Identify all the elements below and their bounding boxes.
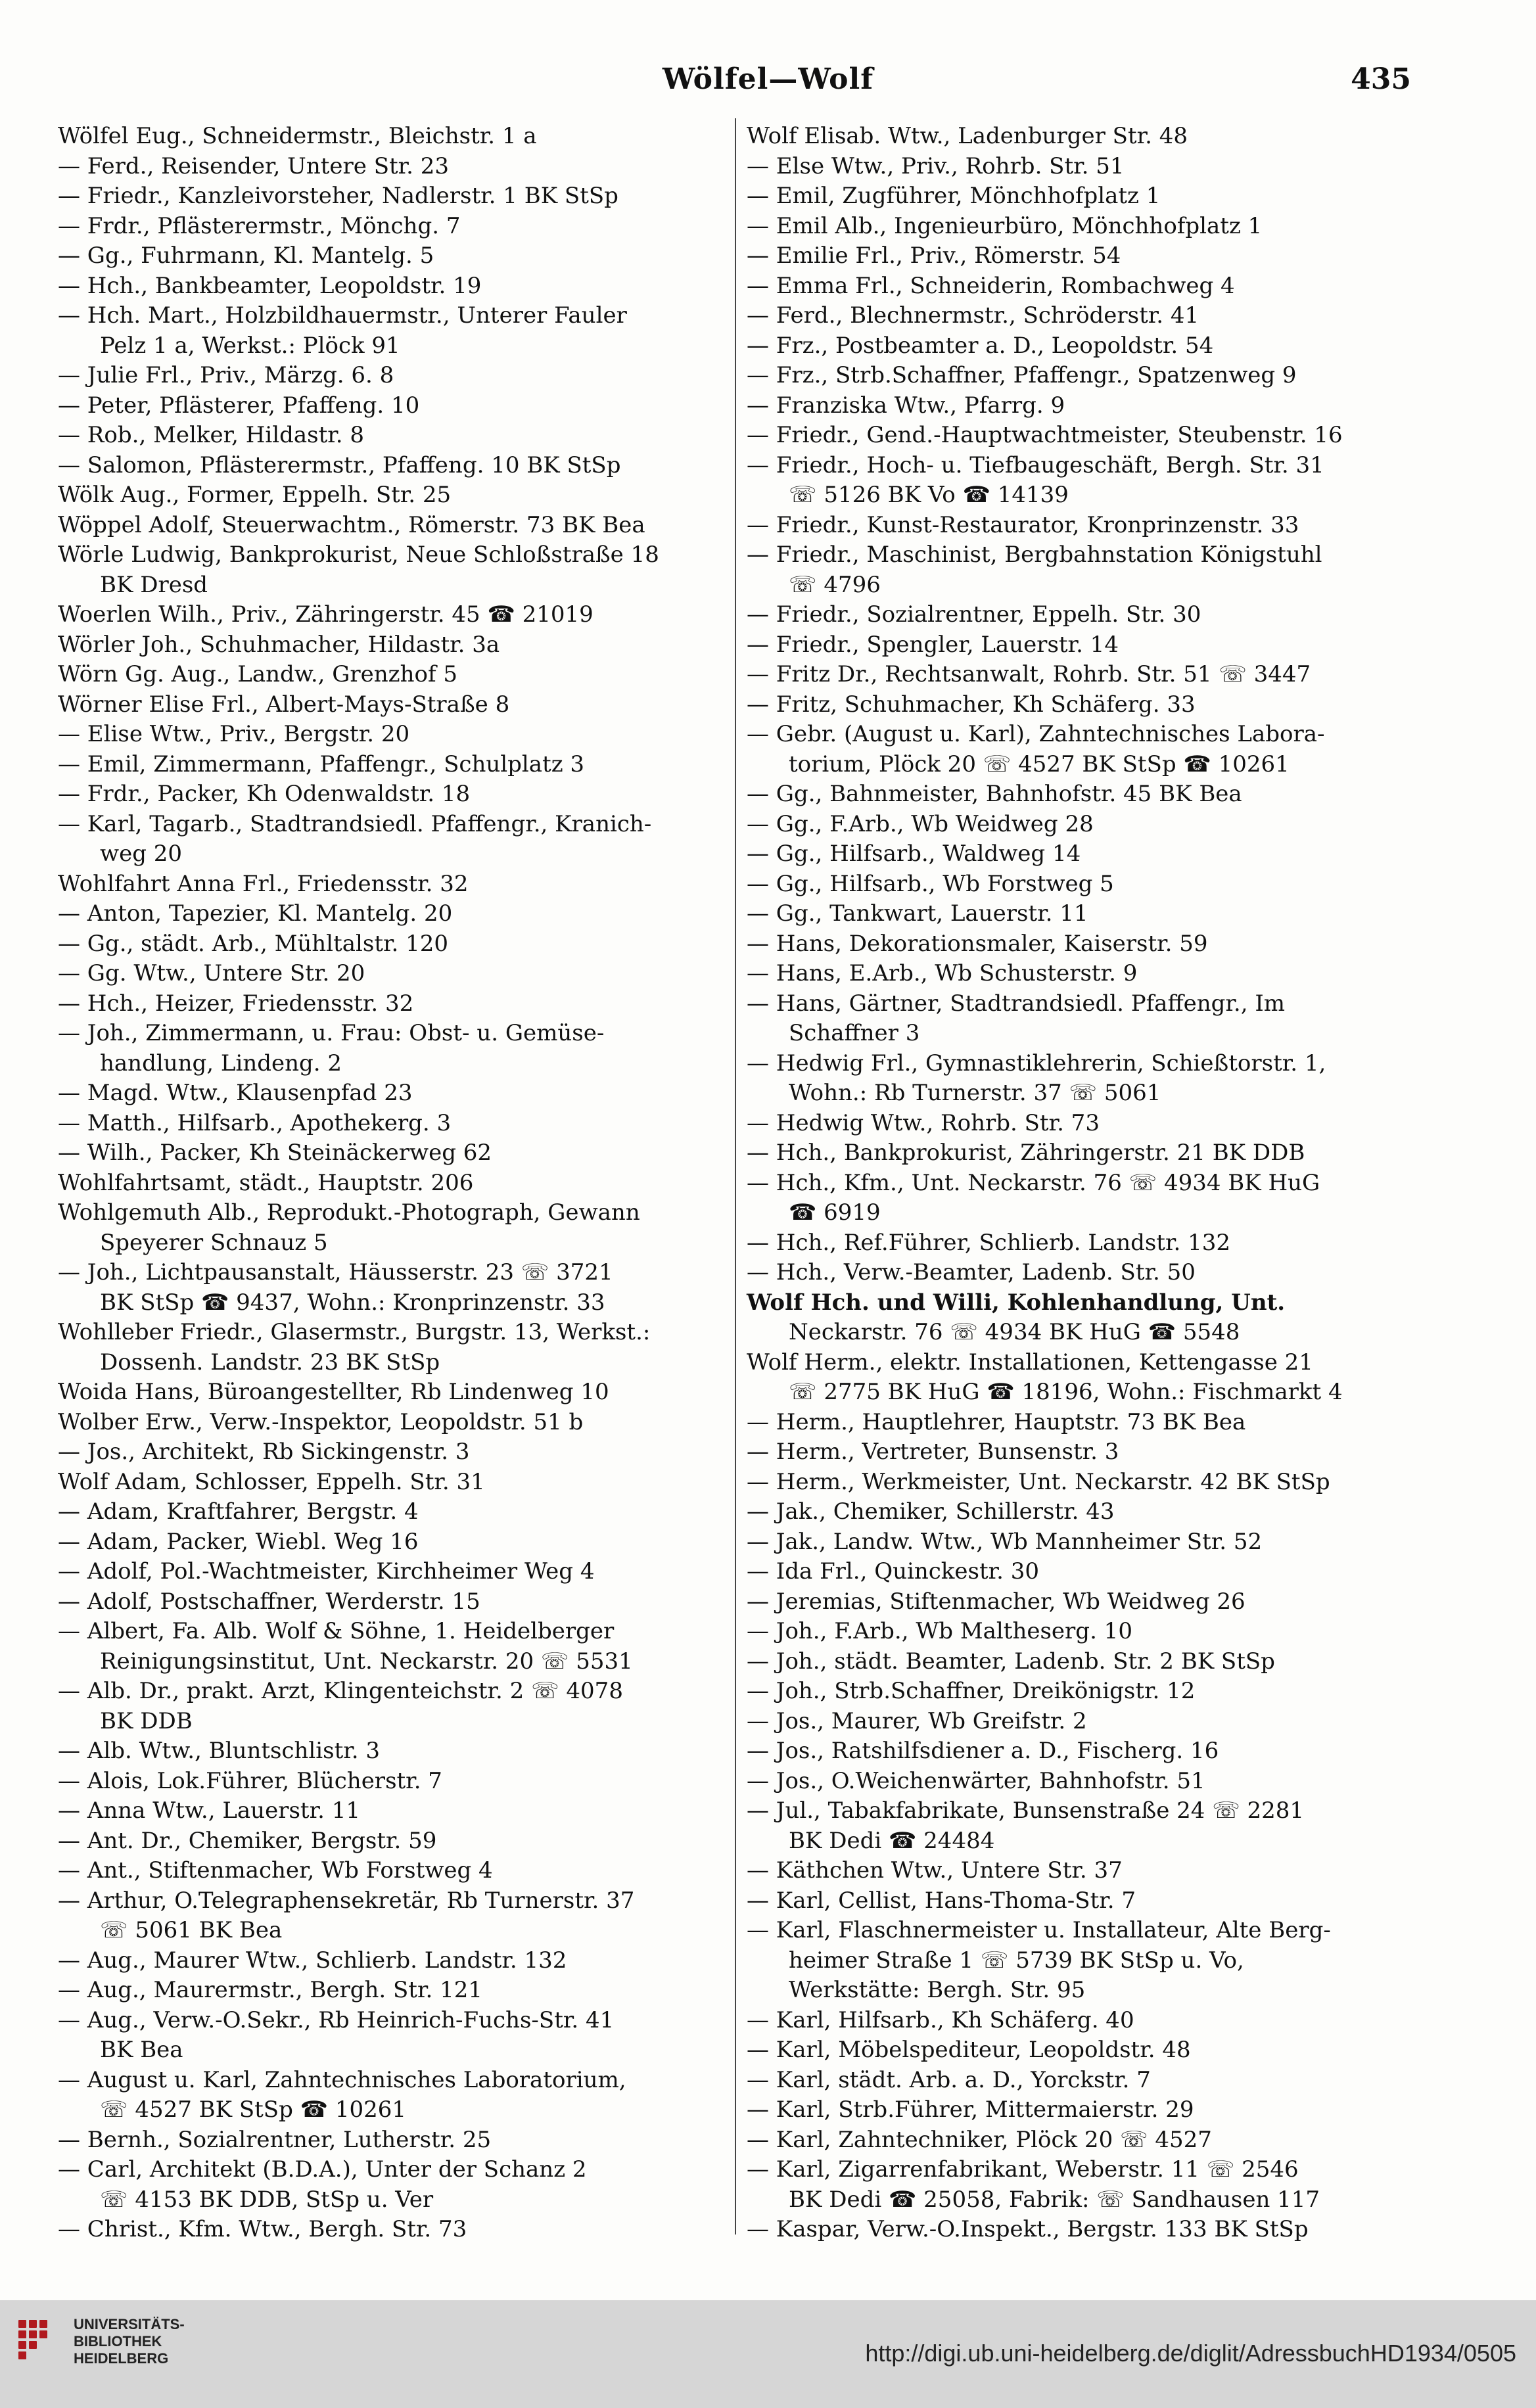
directory-entry-line: Neckarstr. 76 ☏ 4934 BK HuG ☎ 5548 [789, 1319, 1240, 1345]
directory-entry-line: — Karl, städt. Arb. a. D., Yorckstr. 7 [747, 2066, 1151, 2093]
directory-entry-line: Wohlleber Friedr., Glasermstr., Burgstr. 13, Werkst.: [58, 1319, 651, 1345]
directory-entry-line: — Gg., städt. Arb., Mühltalstr. 120 [58, 930, 449, 957]
library-name: UNIVERSITÄTS- BIBLIOTHEK HEIDELBERG [74, 2316, 185, 2367]
directory-entry-line: — Alb. Wtw., Bluntschlistr. 3 [58, 1738, 381, 1764]
directory-entry-line: — Karl, Hilfsarb., Kh Schäferg. 40 [747, 2006, 1134, 2033]
directory-entry-line: — Frz., Postbeamter a. D., Leopoldstr. 54 [747, 332, 1214, 359]
directory-entry-line: — Friedr., Spengler, Lauerstr. 14 [747, 631, 1119, 658]
directory-entry-line: — Franziska Wtw., Pfarrg. 9 [747, 392, 1065, 419]
directory-entry-line: Wohlfahrtsamt, städt., Hauptstr. 206 [58, 1169, 474, 1196]
directory-entry-line: Reinigungsinstitut, Unt. Neckarstr. 20 ☏ 5531 [100, 1648, 633, 1675]
directory-entry-line: Speyerer Schnauz 5 [100, 1229, 328, 1256]
directory-entry-line: — Arthur, O.Telegraphensekretär, Rb Turnerstr. 37 [58, 1887, 635, 1914]
directory-entry-line: — Fritz, Schuhmacher, Kh Schäferg. 33 [747, 691, 1196, 718]
directory-entry-line: — Fritz Dr., Rechtsanwalt, Rohrb. Str. 51 ☏ 3447 [747, 661, 1311, 687]
directory-entry-line: Wörle Ludwig, Bankprokurist, Neue Schloßstraße 18 [58, 542, 659, 568]
directory-entry-line: — Ferd., Reisender, Untere Str. 23 [58, 152, 450, 179]
directory-entry-line: — Hans, Gärtner, Stadtrandsiedl. Pfaffengr., Im [747, 990, 1286, 1017]
directory-entry-line: — Karl, Zigarrenfabrikant, Weberstr. 11 ☏ 2546 [747, 2156, 1299, 2183]
directory-entry-line: Pelz 1 a, Werkst.: Plöck 91 [100, 332, 400, 359]
directory-entry-line: — Peter, Pflästerer, Pfaffeng. 10 [58, 392, 420, 419]
directory-entry-line: — Hch., Bankbeamter, Leopoldstr. 19 [58, 272, 482, 299]
directory-entry-line: — Hch., Verw.-Beamter, Ladenb. Str. 50 [747, 1259, 1196, 1285]
directory-entry-line: Wohlgemuth Alb., Reprodukt.-Photograph, Gewann [58, 1199, 640, 1226]
directory-entry-line: BK StSp ☎ 9437, Wohn.: Kronprinzenstr. 33 [100, 1289, 605, 1316]
directory-entry-line: — Jak., Landw. Wtw., Wb Mannheimer Str. 52 [747, 1528, 1263, 1555]
directory-entry-line: — Gg. Wtw., Untere Str. 20 [58, 960, 365, 986]
directory-entry-line: torium, Plöck 20 ☏ 4527 BK StSp ☎ 10261 [789, 751, 1290, 777]
directory-entry-line: — Friedr., Sozialrentner, Eppelh. Str. 30 [747, 601, 1201, 628]
directory-entry-line: — Käthchen Wtw., Untere Str. 37 [747, 1857, 1123, 1884]
directory-entry-line: ☏ 2775 BK HuG ☎ 18196, Wohn.: Fischmarkt 4 [789, 1379, 1343, 1405]
directory-entry-line: — Emma Frl., Schneiderin, Rombachweg 4 [747, 272, 1235, 299]
directory-entry-line: — Aug., Maurer Wtw., Schlierb. Landstr. 132 [58, 1947, 567, 1974]
directory-entry-line: Dossenh. Landstr. 23 BK StSp [100, 1349, 440, 1376]
directory-entry-line: — Adam, Packer, Wiebl. Weg 16 [58, 1528, 419, 1555]
directory-entry-line: — Hch., Heizer, Friedensstr. 32 [58, 990, 414, 1017]
directory-entry-line: — Jak., Chemiker, Schillerstr. 43 [747, 1498, 1115, 1525]
directory-entry-line: — Karl, Tagarb., Stadtrandsiedl. Pfaffengr., Kranich- [58, 810, 652, 837]
directory-entry-line: — Alois, Lok.Führer, Blücherstr. 7 [58, 1767, 442, 1794]
directory-entry-line: Wölk Aug., Former, Eppelh. Str. 25 [58, 482, 452, 508]
directory-entry-line: — Adolf, Pol.-Wachtmeister, Kirchheimer Weg 4 [58, 1558, 595, 1585]
directory-entry-line: — Hedwig Wtw., Rohrb. Str. 73 [747, 1109, 1100, 1136]
directory-entry-line: — Aug., Maurermstr., Bergh. Str. 121 [58, 1977, 482, 2003]
directory-entry-line: Wöppel Adolf, Steuerwachtm., Römerstr. 73 BK Bea [58, 511, 645, 538]
directory-entry-line: — Jul., Tabakfabrikate, Bunsenstraße 24 ☏ 2281 [747, 1797, 1305, 1824]
directory-entry-line: ☏ 4796 [789, 571, 881, 598]
directory-entry-line: — Emilie Frl., Priv., Römerstr. 54 [747, 243, 1121, 269]
directory-entry-line: — Adam, Kraftfahrer, Bergstr. 4 [58, 1498, 419, 1525]
directory-entry-line: — Karl, Flaschnermeister u. Installateur, Alte Berg- [747, 1917, 1331, 1943]
directory-entry-line: — Gg., Tankwart, Lauerstr. 11 [747, 900, 1088, 927]
directory-entry-line: Woida Hans, Büroangestellter, Rb Lindenweg 10 [58, 1379, 609, 1405]
directory-entry-line: — Ferd., Blechnermstr., Schröderstr. 41 [747, 302, 1199, 329]
directory-entry-line: — Karl, Zahntechniker, Plöck 20 ☏ 4527 [747, 2126, 1212, 2153]
directory-entry-line: — Joh., Zimmermann, u. Frau: Obst- u. Gemüse- [58, 1020, 605, 1046]
page-number: 435 [1351, 62, 1411, 96]
directory-entry-line: — Friedr., Kanzleivorsteher, Nadlerstr. 1 BK StSp [58, 183, 618, 209]
directory-entry-line: — Gebr. (August u. Karl), Zahntechnisches Labora- [747, 721, 1325, 747]
directory-entry-line: — Magd. Wtw., Klausenpfad 23 [58, 1080, 413, 1106]
directory-entry-line: — Friedr., Gend.-Hauptwachtmeister, Steubenstr. 16 [747, 422, 1343, 448]
directory-entry-line: — Bernh., Sozialrentner, Lutherstr. 25 [58, 2126, 492, 2153]
directory-entry-line: — Hans, E.Arb., Wb Schusterstr. 9 [747, 960, 1138, 986]
directory-entry-line: ☏ 5126 BK Vo ☎ 14139 [789, 482, 1069, 508]
directory-entry-line: — Jos., Maurer, Wb Greifstr. 2 [747, 1707, 1087, 1734]
directory-entry-line: — Hch., Ref.Führer, Schlierb. Landstr. 132 [747, 1229, 1230, 1256]
directory-entry-line: — Friedr., Hoch- u. Tiefbaugeschäft, Bergh. Str. 31 [747, 452, 1324, 478]
directory-entry-line: — Friedr., Kunst-Restaurator, Kronprinzenstr. 33 [747, 511, 1299, 538]
directory-entry-line: — Hans, Dekorationsmaler, Kaiserstr. 59 [747, 930, 1208, 957]
directory-entry-line: handlung, Lindeng. 2 [100, 1050, 342, 1077]
directory-entry-line: Wolf Herm., elektr. Installationen, Kettengasse 21 [747, 1349, 1313, 1376]
directory-entry-line: Wohlfahrt Anna Frl., Friedensstr. 32 [58, 870, 469, 897]
source-url-link[interactable]: http://digi.ub.uni-heidelberg.de/diglit/AdressbuchHD1934/0505 [865, 2340, 1516, 2367]
directory-entry-line: — Hch., Kfm., Unt. Neckarstr. 76 ☏ 4934 BK HuG [747, 1169, 1320, 1196]
directory-entry-line: — Karl, Cellist, Hans-Thoma-Str. 7 [747, 1887, 1136, 1914]
directory-entry-line: Wölfel Eug., Schneidermstr., Bleichstr. 1 a [58, 123, 537, 149]
directory-entry-line: Werkstätte: Bergh. Str. 95 [789, 1977, 1086, 2003]
directory-entry-line: — Karl, Strb.Führer, Mittermaierstr. 29 [747, 2096, 1194, 2123]
directory-entry-line: Wolf Adam, Schlosser, Eppelh. Str. 31 [58, 1468, 485, 1495]
right-column [747, 122, 1430, 2245]
directory-entry-line: Wörn Gg. Aug., Landw., Grenzhof 5 [58, 661, 457, 687]
directory-entry-line: — Aug., Verw.-O.Sekr., Rb Heinrich-Fuchs-Str. 41 [58, 2006, 615, 2033]
directory-entry-line: — Emil, Zimmermann, Pfaffengr., Schulplatz 3 [58, 751, 585, 777]
directory-entry-line: weg 20 [100, 841, 183, 867]
directory-entry-line: — Matth., Hilfsarb., Apothekerg. 3 [58, 1109, 452, 1136]
directory-entry-line: — Else Wtw., Priv., Rohrb. Str. 51 [747, 152, 1125, 179]
directory-entry-line: — Anton, Tapezier, Kl. Mantelg. 20 [58, 900, 453, 927]
column-divider [735, 118, 736, 2234]
directory-entry-line: — Gg., Hilfsarb., Wb Forstweg 5 [747, 870, 1114, 897]
directory-entry-line: — Frdr., Packer, Kh Odenwaldstr. 18 [58, 781, 471, 807]
directory-entry-line: — Hch., Bankprokurist, Zähringerstr. 21 BK DDB [747, 1140, 1305, 1166]
directory-entry-line: — Friedr., Maschinist, Bergbahnstation Königstuhl [747, 542, 1322, 568]
directory-entry-line: Wörner Elise Frl., Albert-Mays-Straße 8 [58, 691, 510, 718]
directory-entry-line: — Gg., Fuhrmann, Kl. Mantelg. 5 [58, 243, 434, 269]
directory-entry-line: Wolber Erw., Verw.-Inspektor, Leopoldstr. 51 b [58, 1408, 584, 1435]
directory-entry-line: Schaffner 3 [789, 1020, 920, 1046]
directory-entry-line: — Jos., Ratshilfsdiener a. D., Fischerg. 16 [747, 1738, 1219, 1764]
directory-entry-line: Wolf Elisab. Wtw., Ladenburger Str. 48 [747, 123, 1188, 149]
directory-entry-line: — Wilh., Packer, Kh Steinäckerweg 62 [58, 1140, 492, 1166]
directory-entry-line: ☎ 6919 [789, 1199, 881, 1226]
directory-entry-line: — Carl, Architekt (B.D.A.), Unter der Schanz 2 [58, 2156, 587, 2183]
directory-entry-line: — Herm., Werkmeister, Unt. Neckarstr. 42 BK StSp [747, 1468, 1330, 1495]
directory-entry-line: Wohn.: Rb Turnerstr. 37 ☏ 5061 [789, 1080, 1161, 1106]
directory-entry-line: BK Dedi ☎ 24484 [789, 1827, 995, 1854]
directory-entry-line: — Emil Alb., Ingenieurbüro, Mönchhofplatz 1 [747, 212, 1263, 239]
directory-entry-line: ☏ 5061 BK Bea [100, 1917, 283, 1943]
directory-entry-line: BK Bea [100, 2037, 183, 2063]
directory-entry-line: — Jos., O.Weichenwärter, Bahnhofstr. 51 [747, 1767, 1205, 1794]
directory-entry-line: — Albert, Fa. Alb. Wolf & Söhne, 1. Heidelberger [58, 1618, 615, 1644]
directory-entry-line: — Joh., Lichtpausanstalt, Häusserstr. 23 ☏ 3721 [58, 1259, 613, 1285]
directory-entry-line: — Adolf, Postschaffner, Werderstr. 15 [58, 1588, 480, 1615]
directory-entry-line: — Salomon, Pflästerermstr., Pfaffeng. 10 BK StSp [58, 452, 621, 478]
directory-entry-line: — Jeremias, Stiftenmacher, Wb Weidweg 26 [747, 1588, 1245, 1615]
footer-bar [0, 2300, 1536, 2408]
directory-entry-line: — Herm., Vertreter, Bunsenstr. 3 [747, 1439, 1119, 1465]
directory-entry-line: — Frdr., Pflästerermstr., Mönchg. 7 [58, 212, 461, 239]
directory-entry-line: — August u. Karl, Zahntechnisches Laboratorium, [58, 2066, 626, 2093]
directory-entry-line: BK Dedi ☎ 25058, Fabrik: ☏ Sandhausen 117 [789, 2186, 1320, 2213]
directory-entry-line: — Christ., Kfm. Wtw., Bergh. Str. 73 [58, 2216, 467, 2242]
directory-entry-line: — Gg., Bahnmeister, Bahnhofstr. 45 BK Bea [747, 781, 1242, 807]
university-logo-icon [18, 2320, 64, 2366]
directory-entry-line: BK Dresd [100, 571, 208, 598]
directory-entry-line: — Karl, Möbelspediteur, Leopoldstr. 48 [747, 2037, 1191, 2063]
running-title: Wölfel—Wolf [662, 62, 874, 96]
directory-entry-line: — Gg., Hilfsarb., Waldweg 14 [747, 841, 1081, 867]
directory-entry-line: — Anna Wtw., Lauerstr. 11 [58, 1797, 360, 1824]
directory-entry-line: — Ant., Stiftenmacher, Wb Forstweg 4 [58, 1857, 493, 1884]
directory-entry-line: — Gg., F.Arb., Wb Weidweg 28 [747, 810, 1094, 837]
directory-entry-line: — Hch. Mart., Holzbildhauermstr., Unterer Fauler [58, 302, 627, 329]
directory-entry-line: — Elise Wtw., Priv., Bergstr. 20 [58, 721, 410, 747]
directory-entry-line: heimer Straße 1 ☏ 5739 BK StSp u. Vo, [789, 1947, 1244, 1974]
directory-entry-line: — Herm., Hauptlehrer, Hauptstr. 73 BK Bea [747, 1408, 1246, 1435]
directory-entry-line: Woerlen Wilh., Priv., Zähringerstr. 45 ☎ 21019 [58, 601, 593, 628]
left-column [58, 122, 741, 2245]
directory-entry-line: ☏ 4527 BK StSp ☎ 10261 [100, 2096, 406, 2123]
directory-entry-line: — Ida Frl., Quinckestr. 30 [747, 1558, 1040, 1585]
directory-entry-line: ☏ 4153 BK DDB, StSp u. Ver [100, 2186, 434, 2213]
directory-entry-line: BK DDB [100, 1707, 193, 1734]
directory-entry-line: — Ant. Dr., Chemiker, Bergstr. 59 [58, 1827, 437, 1854]
directory-entry-line: — Hedwig Frl., Gymnastiklehrerin, Schießtorstr. 1, [747, 1050, 1326, 1077]
directory-entry-line: — Joh., städt. Beamter, Ladenb. Str. 2 BK StSp [747, 1648, 1275, 1675]
directory-entry-line: Wörler Joh., Schuhmacher, Hildastr. 3a [58, 631, 500, 658]
directory-entry-line: — Emil, Zugführer, Mönchhofplatz 1 [747, 183, 1161, 209]
directory-entry-line: — Alb. Dr., prakt. Arzt, Klingenteichstr. 2 ☏ 4078 [58, 1678, 623, 1704]
directory-entry-line: — Julie Frl., Priv., Märzg. 6. 8 [58, 362, 394, 388]
directory-entry-line: — Rob., Melker, Hildastr. 8 [58, 422, 365, 448]
directory-entry-line: — Kaspar, Verw.-O.Inspekt., Bergstr. 133 BK StSp [747, 2216, 1309, 2242]
directory-entry-line: Wolf Hch. und Willi, Kohlenhandlung, Unt. [747, 1289, 1286, 1316]
directory-entry-line: — Jos., Architekt, Rb Sickingenstr. 3 [58, 1439, 470, 1465]
directory-entry-line: — Joh., F.Arb., Wb Maltheserg. 10 [747, 1618, 1132, 1644]
directory-entry-line: — Joh., Strb.Schaffner, Dreikönigstr. 12 [747, 1678, 1196, 1704]
directory-entry-line: — Frz., Strb.Schaffner, Pfaffengr., Spatzenweg 9 [747, 362, 1297, 388]
